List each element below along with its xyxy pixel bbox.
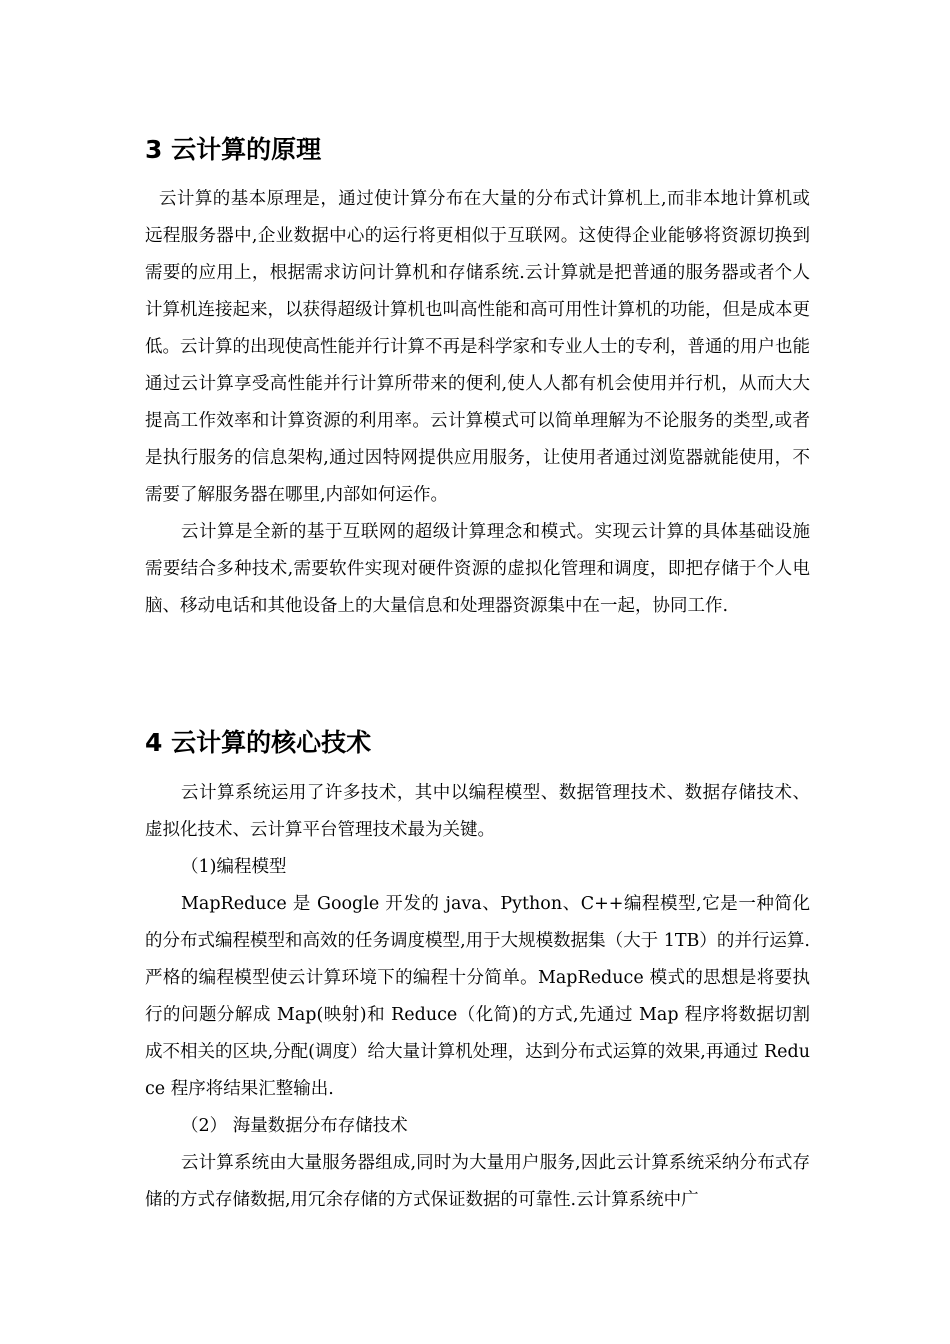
section-3-heading: 3 云计算的原理 — [145, 135, 322, 164]
section-4-body — [145, 775, 810, 1219]
section-3-body — [145, 181, 810, 625]
subsection-2-title: （2） 海量数据分布存储技术 — [181, 1116, 408, 1136]
subsection-2-body: 云计算系统由大量服务器组成,同时为大量用户服务,因此云计算系统采纳分布式存储的方式存储数据,用冗余存储的方式保证数据的可靠性.云计算系统中广 — [145, 1153, 810, 1210]
section-4-heading: 4 云计算的核心技术 — [145, 728, 372, 757]
subsection-1-title: （1)编程模型 — [181, 857, 287, 877]
section-4-intro: 云计算系统运用了许多技术，其中以编程模型、数据管理技术、数据存储技术、虚拟化技术、云计算平台管理技术最为关键。 — [145, 783, 810, 840]
section-3-paragraph-2: 云计算是全新的基于互联网的超级计算理念和模式。实现云计算的具体基础设施需要结合多种技术,需要软件实现对硬件资源的虚拟化管理和调度，即把存储于个人电脑、移动电话和其他设备上的大量信息和处理器资源集中在一起，协同工作. — [145, 522, 810, 616]
subsection-1-body: MapReduce 是 Google 开发的 java、Python、C++编程模型,它是一种简化的分布式编程模型和高效的任务调度模型,用于大规模数据集（大于 1TB）的并行运算.严格的编程模型使云计算环境下的编程十分简单。MapReduce 模式的思想是将要执行的问题分解成 Map(映射)和 Reduce（化简)的方式,先通过 Map 程序将数据切割成不相关的区块,分配(调度）给大量计算机处理，达到分布式运算的效果,再通过 Reduce 程序将结果汇整输出. — [145, 894, 810, 1099]
section-3-paragraph-1: 云计算的基本原理是，通过使计算分布在大量的分布式计算机上,而非本地计算机或远程服务器中,企业数据中心的运行将更相似于互联网。这使得企业能够将资源切换到需要的应用上，根据需求访问计算机和存储系统.云计算就是把普通的服务器或者个人计算机连接起来，以获得超级计算机也叫高性能和高可用性计算机的功能，但是成本更低。云计算的出现使高性能并行计算不再是科学家和专业人士的专利，普通的用户也能通过云计算享受高性能并行计算所带来的便利,使人人都有机会使用并行机，从而大大提高工作效率和计算资源的利用率。云计算模式可以简单理解为不论服务的类型,或者是执行服务的信息架构,通过因特网提供应用服务，让使用者通过浏览器就能使用，不需要了解服务器在哪里,内部如何运作。 — [145, 189, 810, 505]
